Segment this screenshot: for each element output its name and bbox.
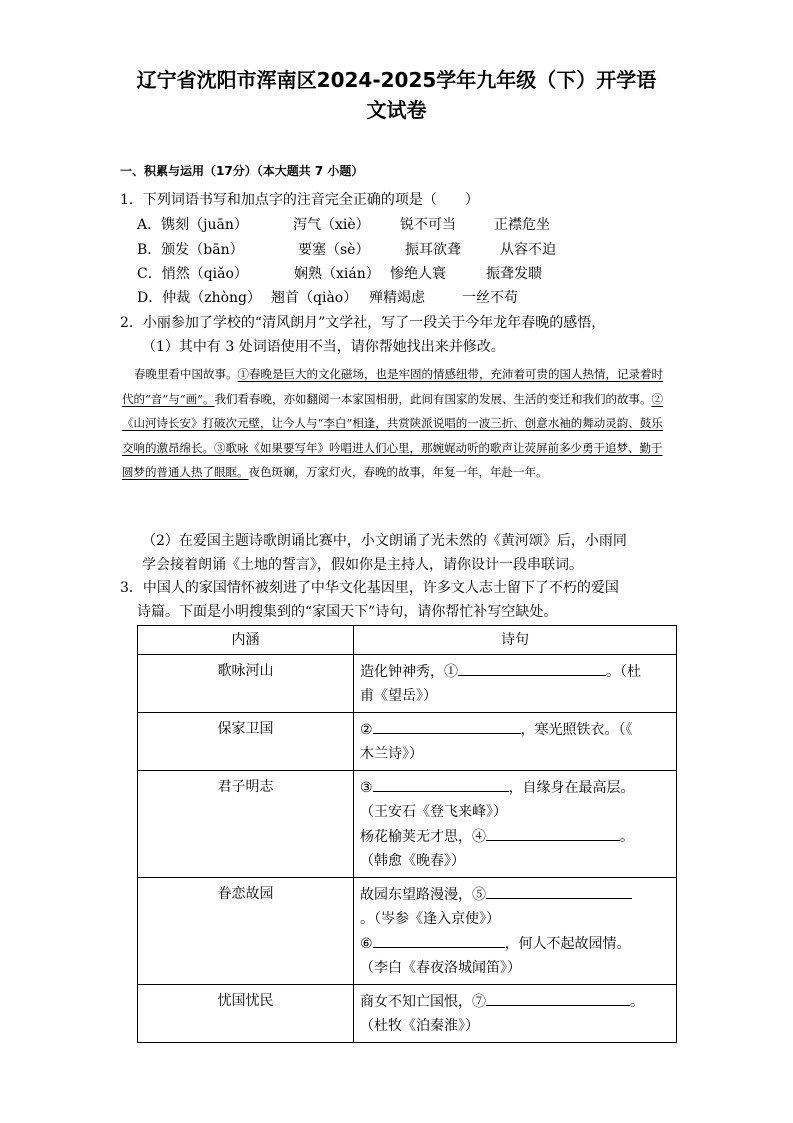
poem-table xyxy=(137,625,677,1043)
verse-text: ，何人不起故园情。 xyxy=(504,936,631,952)
option-word: 翘首（qiào） xyxy=(271,290,358,306)
verse-source: （王安石《登飞来峰》） xyxy=(360,804,507,820)
question-2-stem: 2．小丽参加了学校的“清风朗月”文学社，写了一段关于今年龙年春晚的感悟， xyxy=(120,315,606,331)
verse-text: ，寒光照铁衣。（《 xyxy=(520,722,633,738)
option-word: 一丝不苟 xyxy=(462,290,518,306)
option-word: 惨绝人寰 xyxy=(390,266,446,282)
section-heading: 一、积累与运用（17分）（本大题共 7 小题） xyxy=(120,164,364,178)
passage-sentence-1: ①春晚是巨大的文化磁场，也是牢固的情感纽带，充沛着可贵的国人热情，记录着时代的“音”与“画”。 xyxy=(122,367,663,406)
option-word: 要塞（sè） xyxy=(298,242,370,258)
verse-text: 。 xyxy=(630,994,644,1010)
option-word: 从容不迫 xyxy=(500,242,556,258)
question-2-sub1: （1）其中有 3 处词语使用不当，请你帮她找出来并修改。 xyxy=(142,339,505,355)
column-header-verse: 诗句 xyxy=(354,626,677,655)
theme-cell: 忧国忧民 xyxy=(138,985,354,1043)
option-label: B．颁发（bān） xyxy=(137,242,244,258)
passage-sentence-3: ③歌咏《如果要写年》吟唱进人们心里，那婉娓动听的歌声让荧屏前多少勇于追梦、勤于圆梦的普通人热了眼眶。 xyxy=(122,440,663,479)
verse-text: ⑥ xyxy=(360,936,373,952)
answer-blank-1[interactable] xyxy=(458,659,606,676)
option-label: C．悄然（qiǎo） xyxy=(137,266,248,282)
option-word: 锐不可当 xyxy=(400,217,456,233)
verse-text: 故园东望路漫漫，⑤ xyxy=(360,887,486,903)
theme-cell: 君子明志 xyxy=(138,771,354,878)
question-1-stem: 1．下列词语书写和加点字的注音完全正确的项是（ ） xyxy=(120,192,479,208)
passage-sentence-2: ②《山河诗长安》打破次元壁，让今人与“李白”相逢，共赏陕派说唱的一波三折、创意水袖的舞动灵韵、鼓乐交响的激昂绵长。 xyxy=(122,391,664,455)
answer-blank-6[interactable] xyxy=(373,931,505,948)
answer-blank-3[interactable] xyxy=(373,775,509,792)
document-title-line1: 辽宁省沈阳市浑南区2024-2025学年九年级（下）开学语 xyxy=(136,68,657,92)
question-2-sub2-line1: （2）在爱国主题诗歌朗诵比赛中，小文朗诵了光未然的《黄河颂》后，小雨同 xyxy=(142,533,627,549)
option-word: 振聋发聩 xyxy=(486,266,542,282)
option-word: 娴熟（xián） xyxy=(294,266,380,282)
theme-cell: 眷恋故园 xyxy=(138,878,354,985)
table-row xyxy=(138,655,677,713)
answer-blank-4[interactable] xyxy=(486,824,620,841)
verse-source: （韩愈《晚春》） xyxy=(360,853,465,869)
option-label: D．仲裁（zhòng） xyxy=(137,290,262,306)
verse-cell xyxy=(354,878,677,985)
table-header-row xyxy=(138,626,677,655)
verse-source: 。（岑参《逢入京使》） xyxy=(360,911,500,927)
theme-cell: 歌咏河山 xyxy=(138,655,354,713)
passage-ending: 夜色斑斓，万家灯火，春晚的故事，年复一年，年赴一年。 xyxy=(248,465,548,479)
answer-blank-2[interactable] xyxy=(373,717,521,734)
question-2-sub2-line2: 学会接着朗诵《土地的誓言》，假如你是主持人，请你设计一段串联词。 xyxy=(142,557,583,573)
passage-intro: 春晚里看中国故事。 xyxy=(134,367,238,381)
verse-source: 甫《望岳》） xyxy=(360,688,437,704)
verse-cell xyxy=(354,985,677,1043)
verse-text: 杨花榆荚无才思，④ xyxy=(360,829,486,845)
verse-text: 。（杜 xyxy=(606,664,641,680)
question-3-stem-line2: 诗篇。下面是小明搜集到的“家国天下”诗句，请你帮忙补写空缺处。 xyxy=(137,604,558,620)
column-header-theme: 内涵 xyxy=(138,626,354,655)
option-word: 振耳欲聋 xyxy=(405,242,461,258)
document-title-line2: 文试卷 xyxy=(366,98,427,122)
verse-text: ，自缘身在最高层。 xyxy=(508,780,635,796)
option-word: 泻气（xiè） xyxy=(293,217,370,233)
table-row xyxy=(138,985,677,1043)
option-word: 正襟危坐 xyxy=(494,217,550,233)
answer-blank-5[interactable] xyxy=(486,882,632,899)
verse-cell xyxy=(354,771,677,878)
verse-source: （李白《春夜洛城闻笛》） xyxy=(360,960,521,976)
option-label: A．镌刻（juān） xyxy=(137,217,248,233)
question-2-passage xyxy=(122,362,673,485)
option-word: 殚精竭虑 xyxy=(369,290,425,306)
table-row xyxy=(138,878,677,985)
verse-text: ③ xyxy=(360,780,373,796)
answer-blank-7[interactable] xyxy=(486,989,630,1006)
theme-cell: 保家卫国 xyxy=(138,713,354,771)
passage-middle: 我们看春晚，亦如翻阅一本家国相册，此间有国家的发展、生活的变迁和我们的故事。 xyxy=(214,391,652,406)
verse-cell xyxy=(354,655,677,713)
verse-source: 木兰诗》） xyxy=(360,746,423,762)
table-row xyxy=(138,771,677,878)
verse-text: 造化钟神秀，① xyxy=(360,664,458,680)
table-row xyxy=(138,713,677,771)
verse-text: 。 xyxy=(620,829,634,845)
verse-text: 商女不知亡国恨，⑦ xyxy=(360,994,486,1010)
verse-cell xyxy=(354,713,677,771)
question-3-stem-line1: 3．中国人的家国情怀被刻进了中华文化基因里，许多文人志士留下了不朽的爱国 xyxy=(120,580,619,596)
verse-text: ② xyxy=(360,722,373,738)
verse-source: （杜牧《泊秦淮》） xyxy=(360,1018,479,1034)
